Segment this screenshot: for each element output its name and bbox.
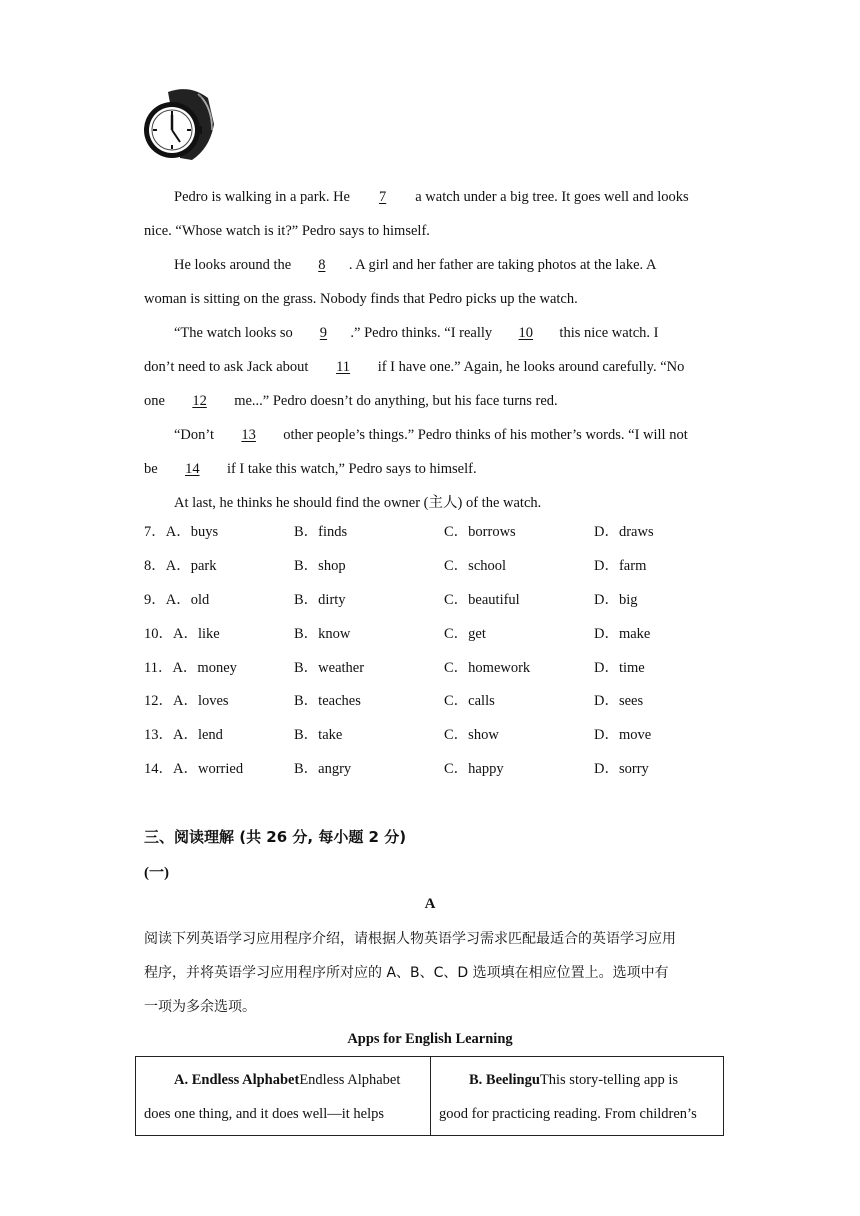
question-row — [144, 652, 744, 686]
option-b: B．teaches — [294, 693, 361, 710]
option-c: C．show — [444, 727, 499, 744]
passage-line — [144, 214, 724, 248]
question-row — [144, 618, 744, 652]
instruction-line: 阅读下列英语学习应用程序介绍，请根据人物英语学习需求匹配最适合的英语学习应用 — [144, 931, 676, 947]
option-d: D．farm — [594, 557, 647, 574]
passage-text: He looks around the — [174, 257, 295, 273]
app-a-text: Endless Alphabet — [299, 1072, 401, 1088]
option-c: C．get — [444, 625, 486, 642]
blank-9: 9 — [319, 325, 328, 341]
blank-11: 11 — [336, 359, 351, 375]
question-row — [144, 753, 744, 787]
question-row — [144, 584, 744, 618]
passage-text: . A girl and her father are taking photos at the lake. A — [348, 257, 657, 273]
option-b: B．take — [294, 727, 343, 744]
cloze-options — [144, 516, 744, 787]
option-c: C．homework — [444, 659, 531, 676]
option-c: C．calls — [444, 693, 495, 710]
question-row — [144, 719, 744, 753]
app-a-text: does one thing, and it does well—it helps — [144, 1106, 385, 1122]
blank-10: 10 — [518, 325, 534, 341]
passage-line — [144, 350, 724, 384]
passage-text: me...” Pedro doesn’t do anything, but his face turns red. — [230, 393, 558, 409]
option-c: C．school — [444, 557, 507, 574]
app-cell-b — [431, 1057, 723, 1135]
passage-line — [144, 248, 724, 282]
option-a: 10．A．like — [144, 625, 220, 642]
passage-line — [144, 316, 724, 350]
passage-text: .” Pedro thinks. “I really — [350, 325, 496, 341]
blank-8: 8 — [318, 257, 326, 273]
option-d: D．big — [594, 591, 638, 608]
blank-14: 14 — [185, 461, 200, 477]
subsection-label: (一) — [144, 865, 169, 881]
passage-text: if I take this watch,” Pedro says to himself. — [223, 461, 477, 477]
option-a: 13．A．lend — [144, 727, 223, 744]
passage-text: “Don’t — [174, 427, 218, 443]
blank-12: 12 — [192, 393, 207, 409]
cloze-passage — [144, 180, 724, 520]
table-title: Apps for English Learning — [347, 1031, 513, 1047]
option-a: 12．A．loves — [144, 693, 229, 710]
app-b-text: good for practicing reading. From children’s — [439, 1106, 697, 1122]
app-b-text: This story-telling app is — [539, 1072, 679, 1088]
option-d: D．move — [594, 727, 652, 744]
blank-7: 7 — [378, 189, 387, 205]
option-a: 11．A．money — [144, 659, 237, 676]
passage-line — [144, 180, 724, 214]
option-c: C．borrows — [444, 524, 516, 540]
passage-line — [144, 452, 724, 486]
question-row — [144, 550, 744, 584]
option-d: D．sorry — [594, 761, 649, 778]
option-c: C．beautiful — [444, 591, 520, 608]
option-a: 8．A．park — [144, 557, 217, 574]
question-row — [144, 516, 744, 550]
passage-text: nice. “Whose watch is it?” Pedro says to himself. — [144, 223, 430, 239]
passage-text: this nice watch. I — [555, 325, 659, 341]
passage-text: don’t need to ask Jack about — [144, 359, 313, 375]
passage-text: if I have one.” Again, he looks around carefully. “No — [374, 359, 685, 375]
instructions — [144, 922, 724, 1024]
question-row — [144, 685, 744, 719]
section-heading: 三、阅读理解 (共 26 分, 每小题 2 分) — [144, 828, 407, 846]
option-b: B．angry — [294, 761, 352, 778]
passage-line — [144, 418, 724, 452]
option-d: D．sees — [594, 693, 644, 710]
passage-text: one — [144, 393, 169, 409]
instruction-line: 程序，并将英语学习应用程序所对应的 A、B、C、D 选项填在相应位置上。选项中有 — [144, 965, 669, 981]
option-b: B．know — [294, 625, 351, 642]
passage-text: Pedro is walking in a park. He — [174, 189, 354, 205]
wristwatch-icon — [140, 84, 220, 164]
option-b: B．dirty — [294, 591, 346, 608]
option-a: 14．A．worried — [144, 761, 244, 778]
instruction-line: 一项为多余选项。 — [144, 999, 256, 1015]
app-b-title: B. Beelingu — [469, 1072, 540, 1088]
option-d: D．draws — [594, 524, 654, 540]
passage-text: other people’s things.” Pedro thinks of his mother’s words. “I will not — [279, 427, 688, 443]
passage-text: “The watch looks so — [174, 325, 297, 341]
blank-13: 13 — [241, 427, 256, 443]
passage-line — [144, 282, 724, 316]
option-b: B．finds — [294, 524, 348, 540]
part-label: A — [424, 896, 436, 912]
passage-text: woman is sitting on the grass. Nobody finds that Pedro picks up the watch. — [144, 291, 578, 307]
option-c: C．happy — [444, 761, 504, 778]
apps-table — [135, 1056, 724, 1136]
passage-line — [144, 384, 724, 418]
passage-text: At last, he thinks he should find the owner (主人) of the watch. — [174, 495, 542, 511]
passage-line — [144, 486, 724, 520]
option-a: 7．A．buys — [144, 524, 219, 540]
option-d: D．time — [594, 659, 645, 676]
option-a: 9．A．old — [144, 591, 210, 608]
option-b: B．weather — [294, 659, 365, 676]
app-a-title: A. Endless Alphabet — [174, 1072, 300, 1088]
passage-text: a watch under a big tree. It goes well and looks — [411, 189, 689, 205]
option-d: D．make — [594, 625, 651, 642]
passage-text: be — [144, 461, 162, 477]
app-cell-a — [136, 1057, 431, 1135]
option-b: B．shop — [294, 557, 346, 574]
